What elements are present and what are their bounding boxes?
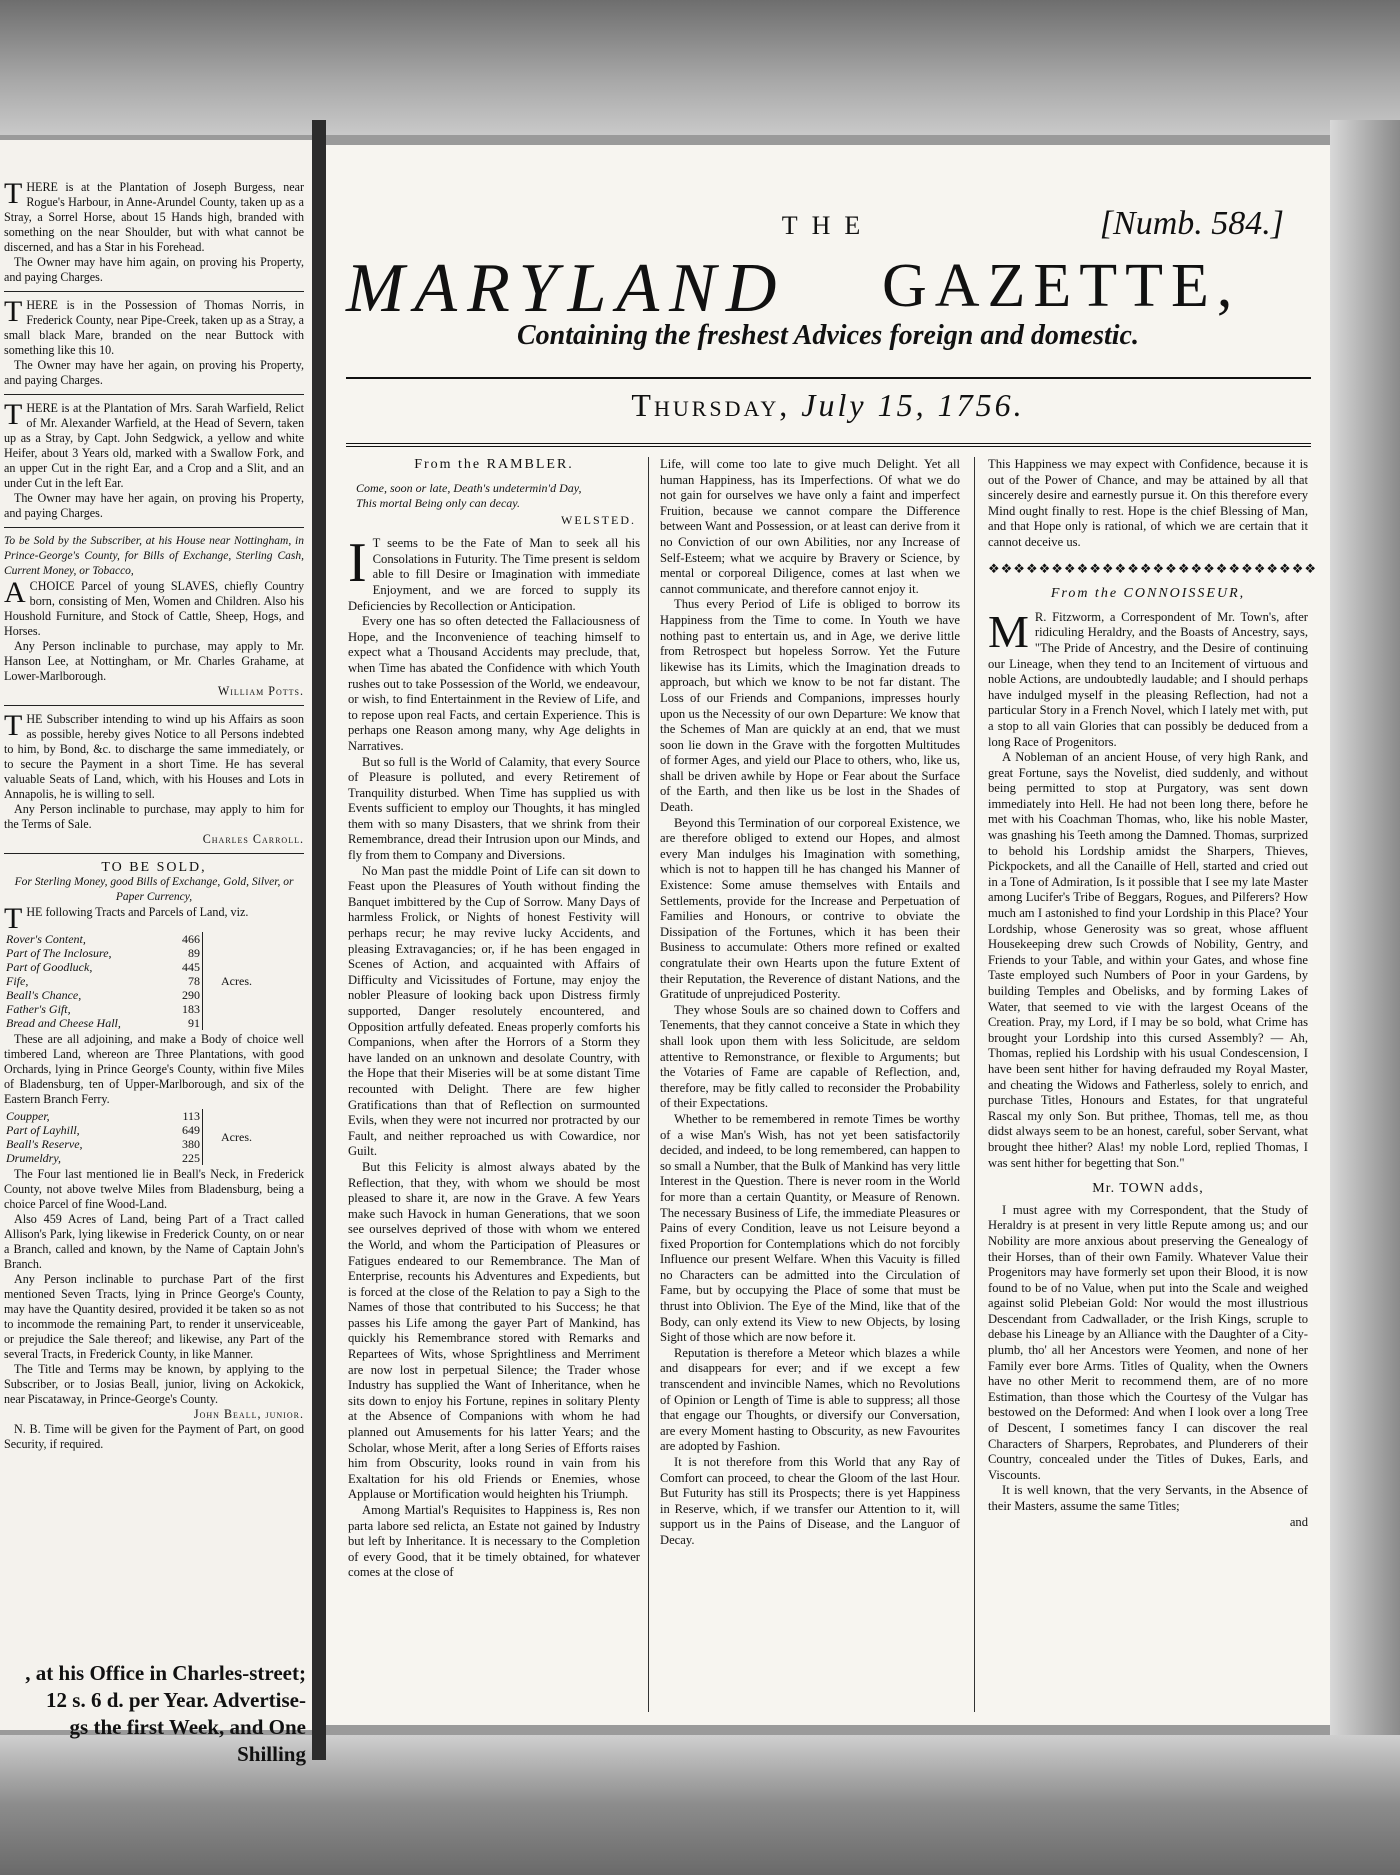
tract-name: Beall's Chance,: [6, 988, 82, 1002]
office-imprint: [0, 1660, 312, 1768]
epigraph-line: Come, soon or late, Death's undetermin'd Day,: [356, 480, 582, 495]
tract-acres: 78: [188, 974, 200, 988]
article-paragraph: But so full is the World of Calamity, that every Source of Pleasure is polluted, and every Retirement of Tranquility disturbed. When Time has supplied us with Events sufficient to employ our Thoughts, it has mingled them with so many Disasters, that we shrink from their Remembrance, dread their Intrusion upon our Minds, and fly from them to Company and Diversions.: [348, 754, 640, 863]
tract-row: [4, 1109, 304, 1123]
tract-name: Fife,: [6, 974, 29, 988]
ad-text: HE Subscriber intending to wind up his Affairs as soon as possible, hereby gives Notice to all Persons indebted to him, by Bond, &c. to discharge the same immediately, or to secure the Payment in a short Time. He has several valuable Seats of Land, which, with his Houses and Lots in Annapolis, he is willing to sell.: [4, 712, 304, 801]
ad-text: The Four last mentioned lie in Beall's Neck, in Frederick County, not above twelve Miles from Bladensburg, being a choice Parcel of fine Wood-Land.: [4, 1167, 304, 1211]
tract-name: Beall's Reserve,: [6, 1137, 83, 1151]
epigraph-author: WELSTED.: [561, 512, 636, 527]
tract-acres: 445: [182, 960, 200, 974]
column-connoisseur: [988, 457, 1318, 1530]
ad-text: HERE is in the Possession of Thomas Norris, in Frederick County, near Pipe-Creek, taken up as a Stray, a small black Mare, branded on the near Buttock with something like this 10.: [4, 298, 304, 357]
ad-text: Any Person inclinable to purchase Part of the first mentioned Seven Tracts, lying in Prince George's County, may have the Quantity desired, provided it be taken so as not to incommode the remaining Part, to render it unserviceable, or prejudice the Sale thereof; and likewise, any Part of the several Tracts, in Frederick County, in like Manner.: [4, 1272, 304, 1361]
left-advertisements-column: [4, 177, 304, 1458]
ad-text: CHOICE Parcel of young SLAVES, chiefly Country born, consisting of Men, Women and Children. Also his Houshold Furniture, and Stock of Cattle, Sheep, Hogs, and Horses.: [4, 579, 304, 638]
column-rule: [648, 457, 649, 1712]
ad-text: These are all adjoining, and make a Body of choice well timbered Land, whereon are Three Plantations, with good Orchards, lying in Prince George's County, within five Miles of Bladensburg, ten of Upper-Marlborough, and six of the Eastern Branch Ferry.: [4, 1032, 304, 1106]
tracts-table-prince-george: [4, 932, 304, 1030]
drop-cap: T: [4, 902, 23, 935]
dateline-rule: [346, 443, 1311, 449]
article-paragraph: A Nobleman of an ancient House, of very high Rank, and great Fortune, says the Novelist, died suddenly, and without being permitted to stop at Purgatory, was sent down immediately into Hell. He had not been long there, before he met with his Coachman Thomas, who, like his noble Master, was gnashing his Teeth among the Damned. Thomas, surprized to behold his Lordship amidst the Sharpers, Thieves, Pickpockets, and all the Canaille of Hell, started and cried out in a Tone of Admiration, Is it possible that I see my late Master among Lucifer's Tribe of Beggars, Rogues, and Pilferers? How much am I astonished to find your Lordship in this Place? Your Lordship, whose Generosity was so great, whose affluent Housekeeping drew such Crowds of Nobility, Gentry, and Friends to your Table, and within your Gates, and whose fine Taste employed such Numbers of Poor in your Gardens, by building Temples and Obelisks, and by forming Lakes of Water, that seemed to vie with the largest Oceans of the Creation. Pray, my Lord, if I may be so bold, what Crime has brought your Lordship into this cursed Assembly? — Ah, Thomas, replied his Lordship with his usual Condescension, I have been sent hither for having defrauded my Royal Master, and cheating the Widows and Fatherless, solely to enrich, and purchase Titles, Honours and Estates, for that ungrateful Rascal my only Son. But prithee, Thomas, tell me, as thou didst always seem to be an honest, careful, sober Servant, what brought thee hither? Alas! my noble Lord, replied Thomas, I was sent hither for begetting that Son.": [988, 750, 1308, 1170]
article-paragraph: This Happiness we may expect with Confidence, because it is out of the Power of Chance, and may be attained by all that sincerely desire and earnestly pursue it. On this therefore every Mind ought finally to rest. Hope is the chief Blessing of Man, and that Hope only is rational, of which we are certain that it cannot deceive us.: [988, 457, 1308, 549]
masthead-rule: [346, 377, 1311, 379]
tract-name: Part of The Inclosure,: [6, 946, 112, 960]
article-paragraph: Thus every Period of Life is obliged to borrow its Happiness from the Time to come. In Youth we have nothing past to entertain us, and in Age, we derive little from Retrospect but hopeless Sorrow. Yet the Future likewise has its Limits, which the Imagination dreads to approach, but which we know to be not far distant. The Loss of our Friends and Companions, impresses hourly upon us the Necessity of our own Departure: We know that the Schemes of Man are quickly at an end, that we must soon lie down in the Grave with the forgotten Multitudes of former Ages, and yield our Place to others, who, like us, shall be driven awhile by Hope or Fear about the Surface of the Earth, and then like us be lost in the Shades of Death.: [660, 597, 960, 815]
imprint-line: gs the first Week, and One Shilling: [69, 1715, 306, 1766]
ad-text: The Title and Terms may be known, by applying to the Subscriber, or to Josias Beall, junior, living on Ackokick, near Piscataway, in Prince-George's County.: [4, 1362, 304, 1406]
article-paragraph: Whether to be remembered in remote Times be worthy of a wise Man's Wish, has not yet been satisfactorily decided, and indeed, to be long remembered, can happen to so small a Number, that the Bulk of Mankind has very little Interest in the Question. There is never room in the World for more than a certain Quantity, or Measure of Renown. The necessary Business of Life, the immediate Pleasures or Pains of every Condition, leave us not Leisure beyond a fixed Proportion for Contemplations which do not forcibly Influence our present Welfare. When this Vacuity is filled no Characters can be admitted into the Circulation of Fame, but by occupying the Place of some that must be thrust into Oblivion. The Eye of the Mind, like that of the Body, can only extend its View to new Objects, by losing Sight of those which are now before it.: [660, 1111, 960, 1345]
drop-cap: T: [4, 398, 23, 431]
ad-text: The Owner may have her again, on proving his Property, and paying Charges.: [4, 491, 304, 520]
article-paragraph: But this Felicity is almost always abated by the Reflection, that they, with whom we should be most pleased to share it, are now in the Grave. A few Years make such Havock in human Generations, that we soon see ourselves deprived of those with whom we entered the World, and whom the Participation of Pleasures or Fatigues endeared to our Remembrance. The Man of Enterprise, recounts his Adventures and Expedients, but is forced at the close of the Relation to pay a Sigh to the Names of those that contributed to his Success; he that passes his Life among the gayer Part of Mankind, has quickly his Remembrance stored with Remarks and Repartees of Wits, whose Sprightliness and Merriment are now lost in perpetual Silence; the Trader whose Industry has supplied the Want of Inheritance, when he sits down to enjoy his Fortune, repines in solitary Plenty at the Absence of Companions with whom he had planned out Amusements for his latter Years; and the Scholar, whose Merit, after a long Series of Efforts raises him from Obscurity, looks round in vain from his Exaltation for his old Friends or Enemies, whose Applause or Mortification would heighten his Triumph.: [348, 1159, 640, 1502]
column-rambler-continued: [660, 457, 960, 1549]
masthead-the: THE: [781, 211, 875, 240]
article-paragraph: Among Martial's Requisites to Happiness is, Res non parta labore sed relicta, an Estate not gained by Industry but left by Inheritance. It is necessary to the Completion of every Good, that it be timely obtained, for whatever comes at the close of: [348, 1503, 640, 1580]
ad-slaves-sale: [4, 534, 304, 699]
gazette-front-page: [326, 145, 1330, 1725]
ad-signature: John Beall, junior.: [193, 1407, 304, 1421]
article-paragraph: Life, will come too late to give much Delight. Yet all human Happiness, has its Imperfections. Of what we do not gain for ourselves we have only a faint and imperfect Fruition, because we cannot compare the Difference between Want and Possession, or at least can derive from it no Conviction of our own Abilities, nor any Increase of Self-Esteem; what we acquire by Bravery or Science, by mental or corporeal Diligence, comes at last when we cannot communicate, and therefore cannot enjoy it.: [660, 457, 960, 596]
ornamental-rule: ❖❖❖❖❖❖❖❖❖❖❖❖❖❖❖❖❖❖❖❖❖❖❖❖❖❖: [988, 560, 1318, 576]
tract-acres: 225: [182, 1151, 200, 1165]
divider: [4, 291, 304, 292]
tract-name: Part of Layhill,: [6, 1123, 80, 1137]
ad-text: HERE is at the Plantation of Mrs. Sarah Warfield, Relict of Mr. Alexander Warfield, at the Head of Severn, taken up as a Stray, by Capt. John Sedgwick, a yellow and white Heifer, about 3 Years old, marked with a Swallow Fork, and an upper Cut in the right Ear, and a Crop and a Slit, and an under Cut in the left Ear.: [4, 401, 304, 490]
tract-acres: 183: [182, 1002, 200, 1016]
ad-nb: N. B. Time will be given for the Payment of Part, on good Security, if required.: [4, 1422, 304, 1451]
divider: [4, 705, 304, 706]
ad-text: Also 459 Acres of Land, being Part of a Tract called Allison's Park, lying likewise in Frederick County, on or near a Branch, called and known, by the Name of Captain John's Branch.: [4, 1212, 304, 1271]
tract-acres: 380: [182, 1137, 200, 1151]
drop-cap: I: [348, 532, 367, 595]
divider: [4, 527, 304, 528]
drop-cap: A: [4, 576, 26, 609]
imprint-line: 12 s. 6 d. per Year. Advertise-: [46, 1688, 306, 1712]
column-rule: [974, 457, 975, 1712]
ad-signature: Charles Carroll.: [202, 832, 304, 846]
ad-text: HERE is at the Plantation of Joseph Burgess, near Rogue's Harbour, in Anne-Arundel County, taken up as a Stray, a Sorrel Horse, about 15 Hands high, branded with something on the near Shoulder, but with what cannot be discerned, and has a Star in his Forehead.: [4, 180, 304, 254]
tract-acres: 113: [182, 1109, 200, 1123]
issue-number: [Numb. 584.]: [1099, 205, 1284, 242]
drop-cap: M: [988, 605, 1029, 657]
ad-stray-mare: [4, 295, 304, 388]
article-paragraph: Beyond this Termination of our corporeal Existence, we are therefore obliged to extend our Hopes, and almost every Man indulges his Imagination with something, which is not to happen till he has changed his Manner of Existence: Some amuse themselves with Entails and Settlements, provide for the Increase and Perpetuation of Families and Honours, or contrive to obviate the Dissipation of the Fortunes, which it has been their Business to accumulate: Others more refined or exalted congratulate their own Hearts upon the future Extent of their Reputation, the Reverence of distant Nations, and the Gratitude of unprejudiced Posterity.: [660, 815, 960, 1002]
tract-acres: 649: [182, 1123, 200, 1137]
page-gutter: [312, 120, 326, 1760]
ad-land-sale: [4, 860, 304, 1452]
sale-subheading: For Sterling Money, good Bills of Exchange, Gold, Silver, or Paper Currency,: [14, 876, 294, 903]
scan-shadow-top: [0, 0, 1400, 135]
masthead-title-maryland: MARYLAND: [346, 250, 787, 327]
divider: [4, 853, 304, 854]
tract-name: Coupper,: [6, 1109, 50, 1123]
dateline-date: July 15, 1756.: [801, 387, 1025, 423]
sale-heading: TO BE SOLD,: [101, 860, 207, 875]
article-paragraph: No Man past the middle Point of Life can sit down to Feast upon the Pleasures of Youth without finding the Banquet imbittered by the Cup of Sorrow. Many Days of harmless Frolick, or Nights of honest Festivity will perhaps recur; he may revive lucky Accidents, and pleasing Extravagancies; or, if he has been engaged in Scenes of Action, and acquainted with Affairs of Difficulty and Vicissitudes of Fortune, may enjoy the nobler Pleasure of looking back upon Distress firmly supported, Danger resolutely encountered, and Opposition artfully defeated. Eneas properly comforts his Companions, when after the Horrors of a Storm they have landed on an unknown and desolate Country, with the Hope that their Miseries will be at some distant Time recounted with Delight. There are few higher Gratifications than that of Reflection on surmounted Evils, when they were not incurred nor protracted by our Fault, and neither reproached us with Cowardice, nor Guilt.: [348, 863, 640, 1159]
masthead-title-gazette: GAZETTE,: [882, 252, 1241, 320]
imprint-line: , at his Office in Charles-street;: [25, 1661, 306, 1685]
catchword: and: [1289, 1514, 1308, 1529]
article-paragraph: It is not therefore from this World that any Ray of Comfort can proceed, to chear the Gloom of the last Hour. But Futurity has still its Prospects; there is yet Happiness in Reserve, which, if we transfer our Attention to it, will support us in the Pains of Disease, and the Languor of Decay.: [660, 1455, 960, 1547]
drop-cap: T: [4, 177, 23, 210]
ad-text: Any Person inclinable to purchase, may apply to Mr. Hanson Lee, at Nottingham, or Mr. Charles Grahame, at Lower-Marlborough.: [4, 639, 304, 683]
left-page-fragment: [0, 140, 312, 1766]
acres-label: Acres.: [203, 1109, 305, 1165]
article-paragraph: I must agree with my Correspondent, that the Study of Heraldry is at present in very little Repute among us; and our Nobility are more anxious about preserving the Genealogy of their Horses, than of their own Family. Whatever Value their Progenitors may have formerly set upon their Blood, it is now found to be of no Value, when put into the Scale and weighed against solid Plebeian Gold: Nor would the most illustrious Descendant from Cadwallader, or the Irish Kings, scruple to debase his Lineage by an Alliance with the Daughter of a City-plumb, tho' all her Ancestors were Yeomen, and none of her Family ever bore Arms. Titles of Quality, when the Owners have no other Merit to recommend them, are of no more Estimation, than those which the Courtesy of the Vulgar has bestowed on the Deformed: And when I look over a long Tree of Descent, I sometimes fancy I can discover the real Characters of Sharpers, Reprobates, and Plunderers of their Country, concealed under the Titles of Dukes, Earls, and Viscounts.: [988, 1202, 1308, 1482]
drop-cap: T: [4, 295, 23, 328]
acres-label: Acres.: [203, 932, 305, 1030]
tract-acres: 466: [182, 932, 200, 946]
ad-stray-horse: [4, 177, 304, 285]
section-heading: Mr. TOWN adds,: [1092, 1181, 1204, 1197]
divider: [4, 394, 304, 395]
masthead-subtitle: Containing the freshest Advices foreign and domestic.: [517, 320, 1139, 351]
dateline: [326, 387, 1330, 424]
tract-name: Father's Gift,: [6, 1002, 71, 1016]
article-paragraph: Reputation is therefore a Meteor which blazes a while and disappears for ever; and if we except a few transcendent and invincible Names, which no Revolutions of Opinion or Length of Time is able to suppress; all those that engage our Thoughts, or diversify our Conversation, are every Moment hasting to Obscurity, as new Favourites are adopted by Fashion.: [660, 1345, 960, 1454]
ad-intro: To be Sold by the Subscriber, at his House near Nottingham, in Prince-George's County, for Bills of Exchange, Sterling Cash, Current Money, or Tobacco,: [4, 535, 304, 577]
article-paragraph: Every one has so often detected the Fallaciousness of Hope, and the Inconvenience of teaching himself to expect what a Thousand Accidents may preclude, that, when Time has abated the Confidence with which Youth rushes out to take Possession of the World, we endeavour, or wish, to find Entertainment in the Review of Life, and to repose upon real Facts, and certain Experience. This is perhaps one Reason among many, why Age delights in Narratives.: [348, 614, 640, 753]
article-paragraph: It is well known, that the very Servants, in the Absence of their Masters, assume the same Titles;: [988, 1483, 1308, 1513]
article-paragraph: R. Fitzworm, a Correspondent of Mr. Town's, after ridiculing Heraldry, and the Boasts of Ancestry, says, "The Pride of Ancestry, and the Desire of continuing our Lineage, when they tend to an Incitement of virtuous and noble Actions, are undoubtedly laudable; and I should perhaps have indulged myself in the pleasing Reflection, had not a particular Story in a French Novel, which I lately met with, put a stop to all vain Glories that can possibly be deduced from a long Race of Progenitors.: [988, 609, 1308, 749]
drop-cap: T: [4, 709, 23, 742]
ad-carroll-notice: [4, 709, 304, 847]
tract-acres: 290: [182, 988, 200, 1002]
article-paragraph: T seems to be the Fate of Man to seek all his Consolations in Futurity. The Time present is seldom able to fill Desire or Imagination with immediate Enjoyment, and we are forced to supply its Deficiencies by Recollection or Anticipation.: [348, 536, 640, 613]
ad-text: HE following Tracts and Parcels of Land, viz.: [26, 905, 249, 919]
article-source: From the CONNOISSEUR,: [1050, 586, 1246, 602]
ad-text: The Owner may have her again, on proving his Property, and paying Charges.: [4, 358, 304, 387]
tract-name: Rover's Content,: [6, 932, 86, 946]
tract-name: Part of Goodluck,: [6, 960, 93, 974]
ad-text: Any Person inclinable to purchase, may apply to him for the Terms of Sale.: [4, 802, 304, 831]
tract-name: Bread and Cheese Hall,: [6, 1016, 121, 1030]
article-paragraph: They whose Souls are so chained down to Coffers and Tenements, that they cannot conceive a State in which they shall look upon them with less Solicitude, are seldom attentive to Remonstrance, or flexible to Arguments; but the Votaries of Fame are capable of Reflection, and, therefore, may be fitly called to reconsider the Probability of their Expectations.: [660, 1002, 960, 1111]
tracts-table-frederick: [4, 1109, 304, 1165]
tract-acres: 89: [188, 946, 200, 960]
tract-row: [4, 932, 304, 946]
dateline-day: Thursday,: [631, 387, 791, 423]
column-rambler: [348, 457, 640, 1581]
tract-acres: 91: [188, 1016, 200, 1030]
ad-signature: William Potts.: [217, 684, 304, 698]
epigraph-line: This mortal Being only can decay.: [356, 495, 520, 510]
ad-text: The Owner may have him again, on proving his Property, and paying Charges.: [4, 255, 304, 284]
tract-name: Drumeldry,: [6, 1151, 61, 1165]
ad-stray-heifer: [4, 398, 304, 521]
scan-shadow-right: [1330, 120, 1400, 1750]
article-source: From the RAMBLER.: [414, 457, 574, 472]
